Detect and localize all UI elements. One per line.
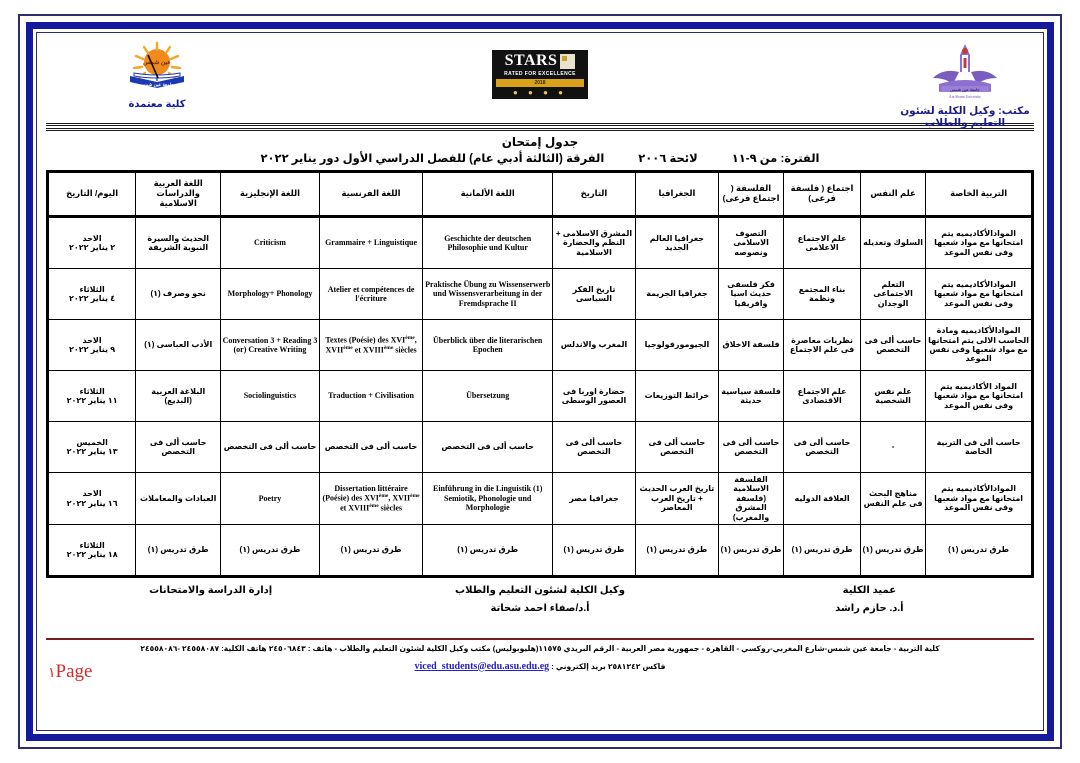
cell-history: طرق تدريس (١) <box>553 525 636 577</box>
cell-geography: حاسب ألى فى التخصص <box>635 422 718 473</box>
cell-arabic-islamic: الحديث والسيرة النبوية الشريفة <box>136 217 221 269</box>
col-arabic-islamic: اللغة العربية والدراسات الاسلامية <box>136 172 221 217</box>
cell-french: حاسب ألى فى التخصص <box>319 422 423 473</box>
footer-address: كلية التربية - جامعة عين شمس-شارع المغربي-روكسي - القاهرة - جمهورية مصر العربية - الرقم البريدي ١١٥٧٥(هليوبوليس) مكتب وكيل الكلية لشئون التعليم والطلاب - هاتف : ٢٤٥٠٦٨٤٣ هاتف الكلية: ٢٤٥٥٨٠٨٧ -٢٤٥٥٨٠٨٦ <box>140 644 940 654</box>
cell-history: جغرافيا مصر <box>553 473 636 525</box>
cell-special-education: الموادالأكاديميه يتم امتحانها مع مواد شعبها وفى نفس الموعد <box>926 269 1033 320</box>
cell-french: Traduction + Civilisation <box>319 371 423 422</box>
period-label: الفترة: من ٩-١١ <box>731 153 820 165</box>
cell-date: ٤ يناير ٢٠٢٢ <box>69 294 116 303</box>
stars-word: STARS <box>504 52 558 69</box>
cell-psychology: مناهج البحث فى علم النفس <box>860 473 925 525</box>
cell-sociology: علم الاجتماع الاقتصادى <box>784 371 861 422</box>
cell-day: الاحد <box>82 233 102 243</box>
cell-french: Atelier et compétences de l'écriture <box>319 269 423 320</box>
cell-psychology: طرق تدريس (١) <box>860 525 925 577</box>
cell-date: ١٨ يناير ٢٠٢٢ <box>66 550 118 560</box>
cell-special-education: الموادالأكاديميه يتم امتحانها مع مواد شعبها وفى نفس الموعد <box>926 217 1033 269</box>
cell-german: Einführung in die Linguistik (1) Semiotik, Phonologie und Morphologie <box>423 473 553 525</box>
sun-book-logo-icon <box>118 40 196 98</box>
cell-date: ٢ يناير ٢٠٢٢ <box>69 243 116 252</box>
exam-schedule-title: جدول إمتحان <box>501 135 579 149</box>
cell-sociology: حاسب ألى فى التخصص <box>784 422 861 473</box>
cell-day: الثلاثاء <box>79 284 105 294</box>
email-label: بريد إلكتروني : <box>551 661 606 671</box>
group-label: الفرقة (الثالثة أدبي عام) للفصل الدراسي الأول دور يناير ٢٠٢٢ <box>260 153 605 165</box>
cell-psychology: السلوك وتعديله <box>860 217 925 269</box>
stars-year: 2018 <box>496 79 584 87</box>
cell-psychology: التعلم الاجتماعى الوجدان <box>860 269 925 320</box>
cell-history: حاسب ألى فى التخصص <box>553 422 636 473</box>
cell-psychology: - <box>860 422 925 473</box>
university-seal <box>900 42 1030 129</box>
cell-philosophy: طرق تدريس (١) <box>718 525 783 577</box>
page-number-value: ١ <box>48 665 56 681</box>
exams-office-label: إدارة الدراسة والامتحانات <box>149 585 273 597</box>
cell-arabic-islamic: حاسب ألى فى التخصص <box>136 422 221 473</box>
stars-dots-icon: ● ● ● ● <box>513 88 567 97</box>
cell-english: Conversation 3 + Reading 3 (or) Creative Writing <box>221 320 319 371</box>
dean-title: عميد الكلية <box>842 585 897 597</box>
cell-history: المشرق الاسلامى + النظم والحضارة الاسلامية <box>553 217 636 269</box>
cell-sociology: نظريات معاصرة فى علم الاجتماع <box>784 320 861 371</box>
signature-vice-dean <box>375 585 704 614</box>
signature-row <box>46 585 1034 614</box>
cell-date: ١٦ يناير ٢٠٢٢ <box>66 498 118 508</box>
cell-english: Morphology+ Phonology <box>221 269 319 320</box>
cell-day-date <box>48 525 136 577</box>
header-divider-top <box>46 123 1034 126</box>
col-special-education: التربية الخاصة <box>926 172 1033 217</box>
col-geography: الجغرافيا <box>635 172 718 217</box>
cell-sociology: العلاقة الدوليه <box>784 473 861 525</box>
header-divider-bottom <box>46 128 1034 131</box>
col-english: اللغة الإنجليزية <box>221 172 319 217</box>
title-block <box>46 135 1034 165</box>
cell-day-date <box>48 422 136 473</box>
cell-special-education: الموادالأكاديميه ومادة الحاسب الالى يتم امتحانها مع مواد شعبها وفى نفس الموعد <box>926 320 1033 371</box>
faculty-logo <box>52 40 262 110</box>
table-row <box>48 473 1033 525</box>
cell-geography: تاريخ العرب الحديث + تاريخ العرب المعاصر <box>635 473 718 525</box>
cell-sociology: طرق تدريس (١) <box>784 525 861 577</box>
cell-history: حضارة اوربا فى العصور الوسطى <box>553 371 636 422</box>
cell-philosophy: فلسفة سياسية حديثة <box>718 371 783 422</box>
cell-geography: جغرافيا الجريمة <box>635 269 718 320</box>
cell-geography: جغرافيا العالم الجديد <box>635 217 718 269</box>
cell-geography: طرق تدريس (١) <box>635 525 718 577</box>
cell-history: المغرب والاندلس <box>553 320 636 371</box>
col-psychology: علم النفس <box>860 172 925 217</box>
svg-text:عين شمس: عين شمس <box>143 60 171 66</box>
cell-day-date <box>48 217 136 269</box>
col-history: التاريخ <box>553 172 636 217</box>
cell-special-education: المواد الأكاديميه يتم امتحانها مع مواد شعبها وفى نفس الموعد <box>926 371 1033 422</box>
cell-day: الاحد <box>82 489 102 499</box>
cell-date: ١٣ يناير ٢٠٢٢ <box>66 447 118 456</box>
table-row <box>48 371 1033 422</box>
table-body <box>48 217 1033 577</box>
cell-day-date <box>48 320 136 371</box>
cell-day: الثلاثاء <box>79 540 105 550</box>
cell-psychology: حاسب ألى فى التخصص <box>860 320 925 371</box>
cell-philosophy: حاسب ألى فى التخصص <box>718 422 783 473</box>
footer-divider <box>46 638 1034 640</box>
cell-history: تاريخ الفكر السياسى <box>553 269 636 320</box>
cell-english: Criticism <box>221 217 319 269</box>
signature-exams-office <box>46 585 375 614</box>
cell-french: Grammaire + Linguistique <box>319 217 423 269</box>
cell-day-date <box>48 371 136 422</box>
cell-german: حاسب ألى فى التخصص <box>423 422 553 473</box>
cell-day: الخميس <box>76 437 108 447</box>
document-sheet <box>46 40 1034 723</box>
col-day-date: اليوم/ التاريخ <box>48 172 136 217</box>
footer-contact <box>46 657 1034 672</box>
document-header <box>46 40 1034 129</box>
cell-date: ١١ يناير ٢٠٢٢ <box>66 396 118 405</box>
office-label: مكتب: وكيل الكلية لشئون التعليم والطلاب <box>900 105 1030 129</box>
cell-french: Textes (Poésie) des XVIème, XVIIème et XVIIIème siècles <box>319 320 423 371</box>
cell-date: ٩ يناير ٢٠٢٢ <box>69 345 116 354</box>
cell-special-education: طرق تدريس (١) <box>926 525 1033 577</box>
table-row <box>48 422 1033 473</box>
page-number <box>48 661 92 683</box>
footer-bottom <box>46 657 1034 681</box>
cell-special-education: حاسب ألى فى التربية الخاصة <box>926 422 1033 473</box>
regulation-label: لائحة ٢٠٠٦ <box>638 153 698 165</box>
svg-text:جامعة عين شمس: جامعة عين شمس <box>140 82 174 87</box>
accredited-caption: كلية معتمدة <box>128 99 186 110</box>
cell-day: الثلاثاء <box>79 386 105 396</box>
cell-sociology: علم الاجتماع الاعلامى <box>784 217 861 269</box>
vice-dean-name: أ.د/صفاء احمد شحاتة <box>490 603 590 615</box>
cell-day-date <box>48 269 136 320</box>
cell-arabic-islamic: طرق تدريس (١) <box>136 525 221 577</box>
cell-french: طرق تدريس (١) <box>319 525 423 577</box>
cell-sociology: بناء المجتمع ونظمة <box>784 269 861 320</box>
cell-german: Praktische Übung zu Wissenserwerb und Wissensverarbeitung in der Fremdsprache II <box>423 269 553 320</box>
cell-day-date <box>48 473 136 525</box>
stars-square-icon <box>560 54 575 69</box>
vice-dean-title: وكيل الكلية لشئون التعليم والطلاب <box>455 585 625 597</box>
table-header-row <box>48 172 1033 217</box>
cell-german: طرق تدريس (١) <box>423 525 553 577</box>
email-link[interactable]: viced_students@edu.asu.edu.eg <box>414 660 550 672</box>
cell-philosophy: فكر فلسفى حديث اسيا وافريقيا <box>718 269 783 320</box>
svg-text:جامعة عين شمس: جامعة عين شمس <box>950 87 980 92</box>
cell-english: حاسب ألى فى التخصص <box>221 422 319 473</box>
cell-geography: الجيومورفولوجيا <box>635 320 718 371</box>
cell-arabic-islamic: البلاغة العربية (البديع) <box>136 371 221 422</box>
col-sociology: اجتماع ( فلسفة فرعى) <box>784 172 861 217</box>
table-row <box>48 320 1033 371</box>
stars-badge <box>492 50 588 99</box>
col-philosophy: الفلسفة ( اجتماع فرعى) <box>718 172 783 217</box>
signature-dean <box>705 585 1034 614</box>
university-seal-icon <box>929 42 1001 104</box>
col-german: اللغة الألمانية <box>423 172 553 217</box>
cell-english: Sociolinguistics <box>221 371 319 422</box>
cell-psychology: علم نفس الشخصية <box>860 371 925 422</box>
cell-arabic-islamic: الأدب العباسى (١) <box>136 320 221 371</box>
cell-english: طرق تدريس (١) <box>221 525 319 577</box>
svg-text:Ain Shams University: Ain Shams University <box>949 95 981 99</box>
cell-philosophy: الفلسفة الاسلامية (فلسفة المشرق والمغرب) <box>718 473 783 525</box>
cell-french: Dissertation littéraire (Poésie) des XVIème, XVIIème et XVIIIème siècles <box>319 473 423 525</box>
cell-german: Überblick über die literarischen Epochen <box>423 320 553 371</box>
dean-name: أ.د. حازم راشد <box>835 603 904 615</box>
cell-philosophy: فلسفة الاخلاق <box>718 320 783 371</box>
cell-arabic-islamic: نحو وصرف (١) <box>136 269 221 320</box>
exam-schedule-table <box>46 170 1034 578</box>
stars-subtitle: RATED FOR EXCELLENCE <box>504 71 576 77</box>
fax-label: فاكس ٢٥٨١٢٤٢ <box>607 661 666 671</box>
cell-geography: خرائط التوزيعات <box>635 371 718 422</box>
title-details <box>46 151 1034 165</box>
cell-philosophy: التصوف الاسلامى ونصوصه <box>718 217 783 269</box>
table-row <box>48 269 1033 320</box>
cell-arabic-islamic: العبادات والمعاملات <box>136 473 221 525</box>
col-french: اللغة الفرنسية <box>319 172 423 217</box>
table-row <box>48 217 1033 269</box>
cell-special-education: الموادالأكاديميه يتم امتحانها مع مواد شعبها وفى نفس الموعد <box>926 473 1033 525</box>
cell-german: Geschichte der deutschen Philosophie und Kultur <box>423 217 553 269</box>
cell-german: Übersetzung <box>423 371 553 422</box>
page-word: Page <box>55 660 93 682</box>
cell-english: Poetry <box>221 473 319 525</box>
cell-day: الاحد <box>82 335 102 345</box>
table-row <box>48 525 1033 577</box>
